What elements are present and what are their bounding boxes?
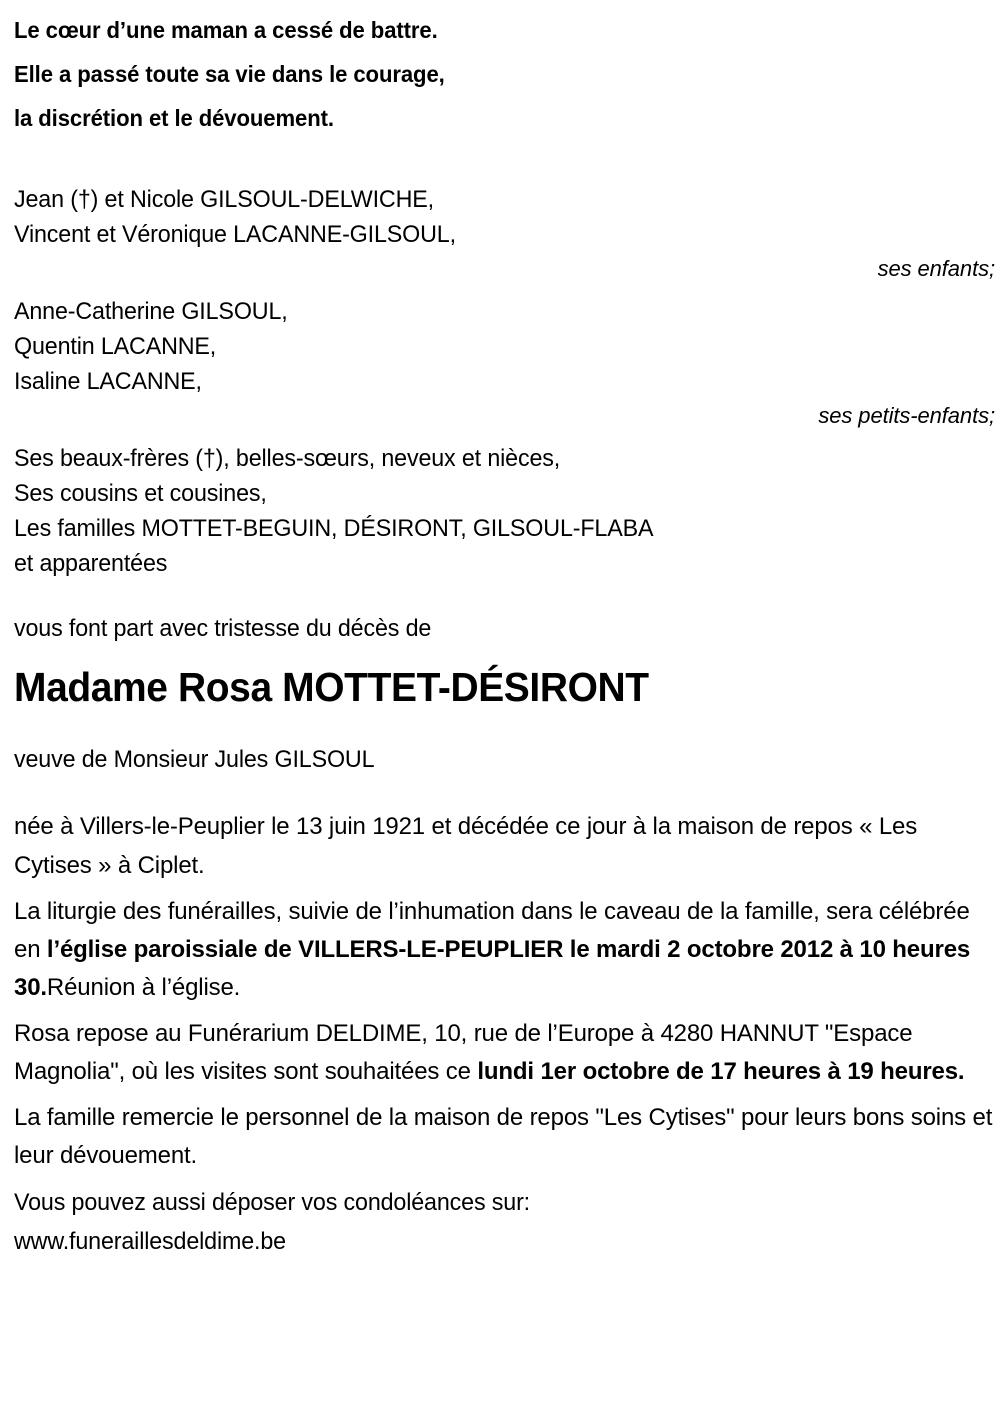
grandchildren-relationship-label: ses petits-enfants; (818, 403, 995, 428)
announcement-intro: vous font part avec tristesse du décès de (14, 615, 432, 642)
deceased-name: Madame Rosa MOTTET-DÉSIRONT (14, 664, 649, 710)
ceremony-text-part1: La liturgie des funérailles, suivie de l’inhumation dans le caveau de la famille, sera célébrée en (14, 898, 970, 963)
relatives-line-2: Ses cousins et cousines, (14, 480, 267, 507)
spacer (14, 885, 986, 893)
spouse-line: veuve de Monsieur Jules GILSOUL (14, 746, 375, 773)
birth-death-paragraph: née à Villers-le-Peuplier le 13 juin 1921 et décédée ce jour à la maison de repos « Les Cytises » à Ciplet. (14, 813, 918, 879)
grandchildren-line-1: Anne-Catherine GILSOUL, (14, 298, 288, 325)
ceremony-text-part3: Réunion à l’église. (46, 974, 241, 1001)
spacer (14, 646, 986, 662)
grandchildren-line-3: Isaline LACANNE, (14, 368, 202, 395)
children-block (14, 182, 995, 286)
relatives-line-4: et apparentées (14, 550, 168, 577)
spacer (14, 140, 986, 182)
visitation-text-part1: Rosa repose au Funérarium DELDIME, 10, rue de l’Europe à 4280 HANNUT "Espace Magnolia", où les visites sont souhaitées ce (14, 1020, 913, 1085)
condolences-website[interactable]: www.funeraillesdeldime.be (14, 1228, 286, 1255)
spacer (14, 433, 986, 441)
relatives-line-3: Les familles MOTTET-BEGUIN, DÉSIRONT, GILSOUL-FLABA (14, 515, 654, 542)
announcement-content (14, 8, 995, 1261)
spacer (14, 286, 986, 294)
spacer (14, 712, 986, 742)
verse-line-2: Elle a passé toute sa vie dans le courage, (14, 61, 445, 87)
verse-line-3: la discrétion et le dévouement. (14, 105, 334, 131)
spacer (14, 1091, 986, 1099)
spacer (14, 1007, 986, 1015)
relatives-block (14, 441, 986, 581)
thanks-paragraph: La famille remercie le personnel de la maison de repos "Les Cytises" pour leurs bons soins et leur dévouement. (14, 1104, 993, 1169)
condolences-block (14, 1183, 986, 1261)
condolences-text: Vous pouvez aussi déposer vos condoléances sur: (14, 1189, 531, 1216)
children-line-2: Vincent et Véronique LACANNE-GILSOUL, (14, 221, 456, 248)
spacer (14, 581, 986, 611)
visitation-paragraph (14, 1015, 992, 1091)
spacer (14, 777, 986, 807)
spacer (14, 1175, 986, 1183)
opening-verse (14, 8, 986, 140)
relatives-line-1: Ses beaux-frères (†), belles-sœurs, neveux et nièces, (14, 445, 561, 472)
verse-line-1: Le cœur d’une maman a cessé de battre. (14, 17, 438, 43)
visitation-text-bold: lundi 1er octobre de 17 heures à 19 heures. (477, 1058, 965, 1085)
children-relationship-label: ses enfants; (877, 256, 995, 281)
children-line-1: Jean (†) et Nicole GILSOUL-DELWICHE, (14, 186, 434, 213)
ceremony-paragraph (14, 893, 992, 1007)
grandchildren-line-2: Quentin LACANNE, (14, 333, 217, 360)
ceremony-text-bold: l’église paroissiale de VILLERS-LE-PEUPLIER le mardi 2 octobre 2012 à 10 heures 30. (14, 936, 971, 1001)
grandchildren-block (14, 294, 995, 433)
